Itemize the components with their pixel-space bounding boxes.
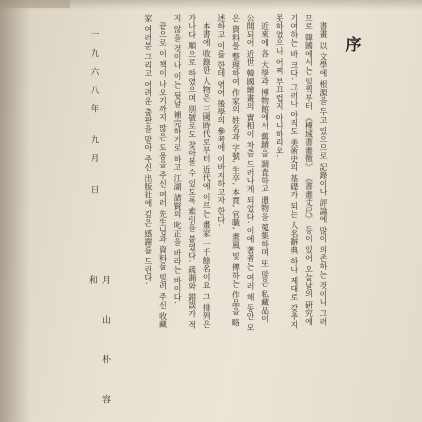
preface-title: 序 xyxy=(343,36,362,54)
page-corner xyxy=(0,0,70,8)
preface-body xyxy=(118,14,330,332)
preface-author: 月 山 朴 容 和 xyxy=(87,275,110,418)
paragraph: 끝으로 이 책이 나오기까지 많은 도움을 주신 여러 先生님과 資料를 빌려 주신 收藏家 여러분 그리고 어려운 출판을 맡아 주신 出版社에 깊은 感謝를 드린다. xyxy=(143,14,168,329)
binding-shadow xyxy=(0,0,30,422)
preface-date: 一九六八年 九月 日 xyxy=(89,30,99,204)
paragraph: 書畫 以 文學에 根源을 두고 있으므로 記錄이나 評論에 많이 의존하는 것이니 그러므로 韓國에서는 일찍부터 《槿域書畫徵》 《書畫丈尺》 등이 있어 오늘날의 硏究에 기여하는 바 크다. 그러나 아직도 美術史의 基礎가 되는 人名辭典 하나 제대로 갖추지 못하였으니 어찌 부끄럽지 아니하리오. xyxy=(275,14,328,329)
paragraph: 本書에 收錄한 人物은 三國時代로부터 近代에 이르는 畫家 一千餘名이요 그 排列은 가나다 順으로 하였으며 別號로도 찾아볼 수 있도록 索引을 붙였다. 疏漏와 錯誤가 적지 않을 것이나 이는 뒷날 補完하기로 하고 江湖 諸賢의 叱正을 바라는 바이다. xyxy=(173,14,212,329)
paragraph: 近來에 各 大學과 博物館에서 舊蹟을 調査하고 遺物을 蒐集하며 또 많은 私藏品이 公開되어 近世 韓國繪畫의 實相이 차츰 드러나게 되었다. 이에 著者는 여러 해 동안 모은 資料를 整理하여 作家의 姓名과 字號, 生卒, 本貫, 官職, 畫風 및 傳하는 作品을 略述하고 이를 한데 엮어 後學의 參考에 이바지하고자 한다. xyxy=(216,14,270,332)
